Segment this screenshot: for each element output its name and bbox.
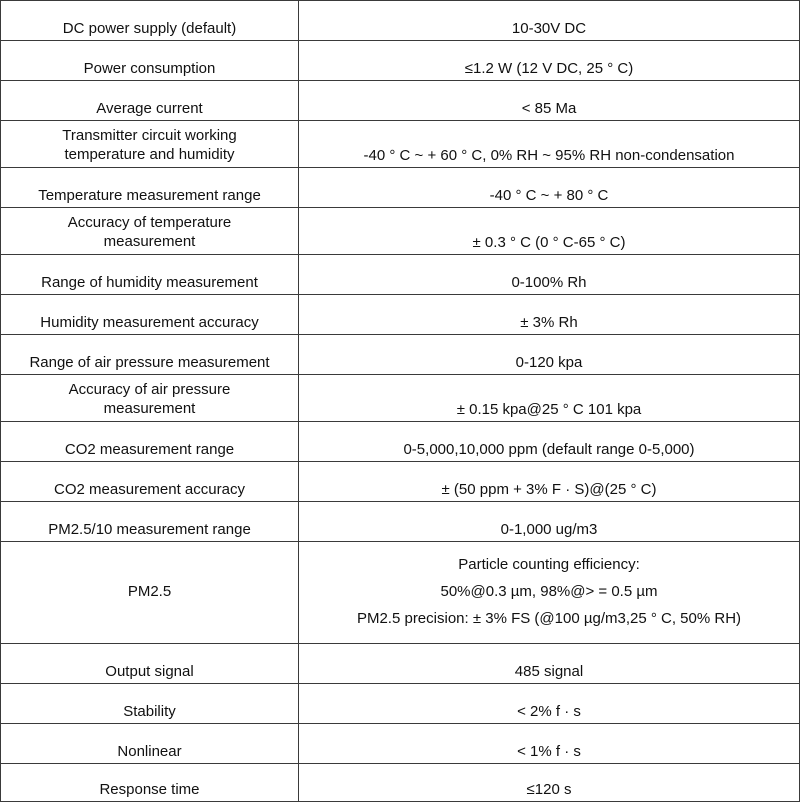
param-cell xyxy=(1,375,299,422)
value-cell: ± 0.15 kpa@25 ° C 101 kpa xyxy=(299,375,800,422)
param-cell: Range of humidity measurement xyxy=(1,255,299,295)
table-row xyxy=(1,542,800,644)
param-lines xyxy=(3,121,296,165)
value-cell: ± 0.3 ° C (0 ° C-65 ° C) xyxy=(299,208,800,255)
value-line: PM2.5 precision: ± 3% FS (@100 µg/m3,25 ° C, 50% RH) xyxy=(356,610,742,627)
value-cell: < 85 Ma xyxy=(299,81,800,121)
value-cell: < 1% f · s xyxy=(299,724,800,764)
param-cell: Range of air pressure measurement xyxy=(1,335,299,375)
param-cell: Average current xyxy=(1,81,299,121)
param-lines xyxy=(3,208,296,252)
param-cell xyxy=(1,121,299,168)
value-cell: ± 3% Rh xyxy=(299,295,800,335)
param-cell xyxy=(1,208,299,255)
param-line: Accuracy of temperature xyxy=(67,214,232,231)
value-cell xyxy=(299,542,800,644)
value-cell: 0-1,000 ug/m3 xyxy=(299,502,800,542)
param-line: temperature and humidity xyxy=(64,146,235,163)
table-row xyxy=(1,335,800,375)
value-cell: ± (50 ppm + 3% F · S)@(25 ° C) xyxy=(299,462,800,502)
value-cell: 0-5,000,10,000 ppm (default range 0-5,000) xyxy=(299,422,800,462)
value-cell: 0-120 kpa xyxy=(299,335,800,375)
table-row xyxy=(1,764,800,802)
value-cell: -40 ° C ~ + 80 ° C xyxy=(299,168,800,208)
param-line: measurement xyxy=(103,400,196,417)
param-cell: Humidity measurement accuracy xyxy=(1,295,299,335)
param-cell: PM2.5/10 measurement range xyxy=(1,502,299,542)
value-cell: ≤1.2 W (12 V DC, 25 ° C) xyxy=(299,41,800,81)
param-cell: Output signal xyxy=(1,644,299,684)
table-row xyxy=(1,41,800,81)
param-cell: Nonlinear xyxy=(1,724,299,764)
table-row xyxy=(1,724,800,764)
table-row xyxy=(1,644,800,684)
table-row xyxy=(1,502,800,542)
table-row xyxy=(1,422,800,462)
value-cell: 485 signal xyxy=(299,644,800,684)
param-cell: PM2.5 xyxy=(1,542,299,644)
table-row xyxy=(1,684,800,724)
table-row xyxy=(1,208,800,255)
param-cell: CO2 measurement range xyxy=(1,422,299,462)
value-cell: < 2% f · s xyxy=(299,684,800,724)
param-cell: CO2 measurement accuracy xyxy=(1,462,299,502)
param-cell: DC power supply (default) xyxy=(1,1,299,41)
value-cell: 10-30V DC xyxy=(299,1,800,41)
table-row xyxy=(1,121,800,168)
value-cell: -40 ° C ~ + 60 ° C, 0% RH ~ 95% RH non-condensation xyxy=(299,121,800,168)
table-row xyxy=(1,168,800,208)
table-row xyxy=(1,255,800,295)
table-row xyxy=(1,375,800,422)
value-cell: 0-100% Rh xyxy=(299,255,800,295)
param-line: Accuracy of air pressure xyxy=(68,381,231,398)
table-row xyxy=(1,462,800,502)
table-row xyxy=(1,81,800,121)
param-cell: Response time xyxy=(1,764,299,802)
param-line: Transmitter circuit working xyxy=(62,127,237,144)
table-row xyxy=(1,295,800,335)
param-cell: Stability xyxy=(1,684,299,724)
param-line: measurement xyxy=(103,233,196,250)
value-line: Particle counting efficiency: xyxy=(458,556,640,573)
value-cell: ≤120 s xyxy=(299,764,800,802)
param-cell: Temperature measurement range xyxy=(1,168,299,208)
value-line: 50%@0.3 µm, 98%@> = 0.5 µm xyxy=(440,583,658,600)
param-cell: Power consumption xyxy=(1,41,299,81)
table-row xyxy=(1,1,800,41)
param-lines xyxy=(3,375,296,419)
